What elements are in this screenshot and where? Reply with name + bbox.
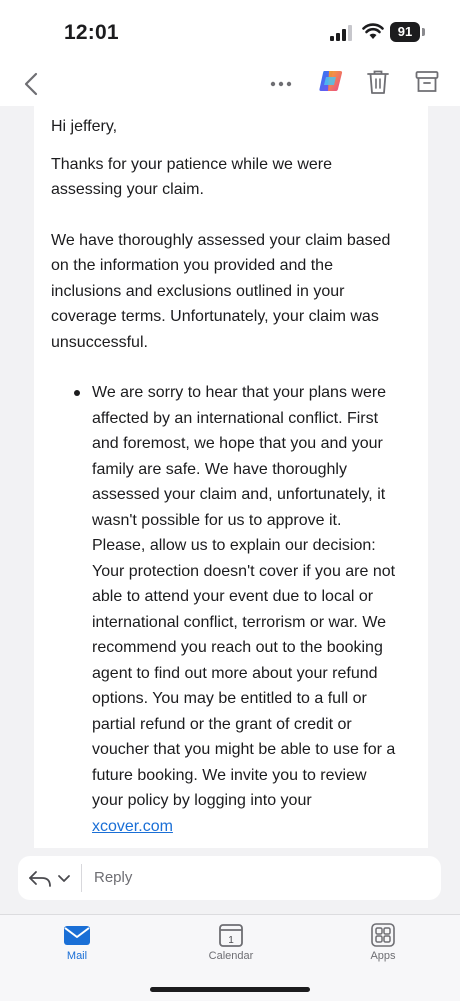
apps-icon xyxy=(369,923,397,947)
divider xyxy=(81,864,82,892)
xcover-link[interactable]: xcover.com xyxy=(92,817,173,835)
battery-indicator: 91 xyxy=(390,22,420,42)
bullet-icon xyxy=(74,390,80,396)
email-body xyxy=(51,114,397,839)
reply-area xyxy=(0,848,460,914)
chevron-left-icon[interactable] xyxy=(18,70,46,98)
trash-icon[interactable] xyxy=(366,68,390,96)
email-paragraph: Thanks for your patience while we were assessing your claim. xyxy=(51,155,333,198)
calendar-icon xyxy=(217,923,245,947)
email-greeting: Hi jeffery, xyxy=(51,118,118,135)
status-bar xyxy=(0,0,460,62)
mail-icon xyxy=(63,923,91,947)
list-item xyxy=(51,380,397,839)
reply-options-icon[interactable] xyxy=(26,864,84,892)
reply-box xyxy=(18,856,441,900)
tab-bar xyxy=(0,914,460,1001)
more-icon[interactable] xyxy=(268,72,294,96)
tab-label: Apps xyxy=(370,950,396,962)
status-time: 12:01 xyxy=(64,21,119,44)
wifi-icon xyxy=(362,22,384,40)
tab-calendar[interactable] xyxy=(191,923,271,971)
copilot-icon[interactable] xyxy=(318,68,344,94)
battery-cap xyxy=(422,28,425,36)
calendar-day: 1 xyxy=(228,935,234,946)
email-bullet-list xyxy=(51,380,397,839)
archive-icon[interactable] xyxy=(415,69,439,95)
signal-icon xyxy=(330,25,354,41)
tab-mail[interactable] xyxy=(37,923,117,971)
message-toolbar xyxy=(0,62,460,106)
tab-apps[interactable] xyxy=(343,923,423,971)
reply-input[interactable]: Reply xyxy=(94,869,133,886)
tab-label: Calendar xyxy=(208,950,254,962)
message-card xyxy=(34,106,428,848)
home-indicator xyxy=(150,987,310,992)
bullet-text: We are sorry to hear that your plans were affected by an international conflict. First and foremost, we hope that you and your family are safe. We have thoroughly assessed your claim and, unfortunately, it wasn't possible for us to approve it. Please, allow us to explain our decision: Your protection doesn't cover if you are not able to attend your event due to local or international conflict, terrorism or war. We recommend you reach out to the booking agent to find out more about your refund options. You may be entitled to a full or partial refund or the grant of credit or voucher that you might be able to use for a future booking. We invite you to review your policy by logging into your xyxy=(92,384,396,809)
tab-label: Mail xyxy=(66,950,88,962)
email-paragraph: We have thoroughly assessed your claim based on the information you provided and the inclusions and exclusions outlined in your coverage terms. Unfortunately, your claim was unsuccessful. xyxy=(51,231,391,351)
